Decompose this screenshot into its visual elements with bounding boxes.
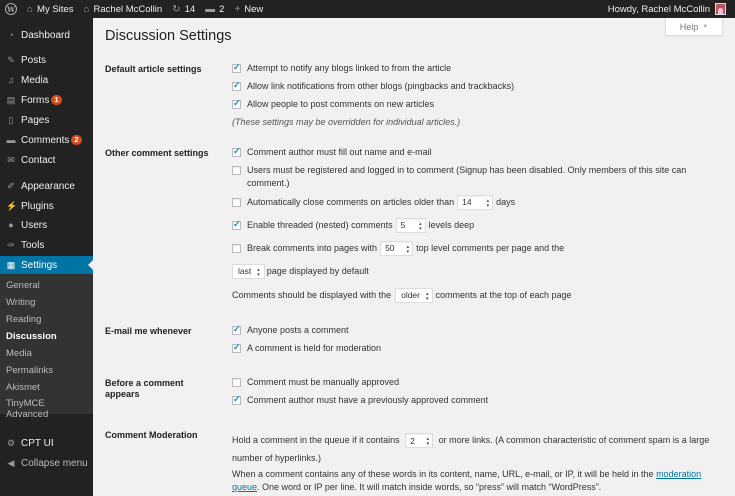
notify-blogs-checkbox[interactable] <box>232 64 241 73</box>
auto-close-row <box>232 195 727 210</box>
comment-order-after-label: comments at the top of each page <box>435 290 572 300</box>
hold-links-label: Hold a comment in the queue if it contains <box>232 435 400 445</box>
site-name-label: Rachel McCollin <box>93 3 163 15</box>
anyone-posts-row <box>232 324 727 337</box>
close-days-input[interactable]: 14 ▲ ▼ <box>457 195 493 210</box>
sidebar-item-media[interactable] <box>0 71 93 89</box>
wrench-icon: ✑ <box>7 239 15 250</box>
sidebar-item-comments[interactable] <box>0 131 93 149</box>
forms-badge: 1 <box>51 95 61 105</box>
sidebar-item-posts[interactable] <box>0 51 93 69</box>
site-name-menu[interactable] <box>78 0 167 18</box>
default-article-settings-label: Default article settings <box>105 64 202 74</box>
submenu-media[interactable]: Media <box>6 348 32 359</box>
comment-order-label: Comments should be displayed with the <box>232 290 392 300</box>
sidebar-item-users[interactable] <box>0 216 93 234</box>
hold-links-after-label: or more links. (A common characteristic of comment spam is a large number of hyperlinks.) <box>232 435 710 463</box>
sidebar-item-label: CPT UI <box>21 437 54 449</box>
before-comment-label: Before a comment appears <box>105 378 184 399</box>
link-notifications-row <box>232 80 727 93</box>
sidebar-item-label: Forms <box>21 94 50 106</box>
fill-name-email-checkbox[interactable] <box>232 148 241 157</box>
spinner-icon: ▲ ▼ <box>418 220 423 231</box>
manually-approved-label: Comment must be manually approved <box>247 377 400 387</box>
anyone-posts-checkbox[interactable] <box>232 326 241 335</box>
per-page-label: top level comments per page and the <box>416 243 565 253</box>
forms-icon: ▤ <box>6 94 16 105</box>
comments-badge: 2 <box>71 135 81 145</box>
break-pages-checkbox[interactable] <box>232 244 241 253</box>
registered-label: Users must be registered and logged in to comment (Signup has been disabled. Only members of this site can comment.) <box>247 165 687 188</box>
sidebar-item-tools[interactable] <box>0 236 93 254</box>
submenu-permalinks[interactable]: Permalinks <box>6 365 53 376</box>
moderation-words-row <box>232 468 727 494</box>
moderation-words-after-label: . One word or IP per line. It will match inside words, so “press” will match “WordPress”. <box>257 482 602 492</box>
comment-order-select[interactable]: older ▲ ▼ <box>395 288 433 303</box>
registered-row <box>232 164 727 190</box>
held-moderation-checkbox[interactable] <box>232 344 241 353</box>
sidebar-item-label: Plugins <box>21 200 54 212</box>
comments-count: 2 <box>219 3 225 15</box>
sidebar-item-label: Dashboard <box>21 29 70 41</box>
default-page-label: page displayed by default <box>266 266 369 276</box>
howdy-label: Howdy, Rachel McCollin <box>607 3 710 15</box>
submenu-akismet[interactable]: Akismet <box>6 382 40 393</box>
hold-links-row <box>232 431 727 467</box>
media-icon: ♫ <box>7 75 15 85</box>
sidebar-item-settings[interactable] <box>0 256 93 274</box>
wordpress-logo-button[interactable] <box>0 0 22 18</box>
sidebar-item-forms[interactable] <box>0 91 93 109</box>
default-page-row <box>232 264 727 279</box>
pages-icon: ▯ <box>8 114 14 125</box>
avatar <box>715 3 726 15</box>
threaded-label: Enable threaded (nested) comments <box>247 220 393 230</box>
sidebar-item-plugins[interactable] <box>0 197 93 215</box>
updates-menu[interactable] <box>167 0 200 18</box>
sidebar-item-label: Settings <box>21 259 58 271</box>
spinner-icon: ▲ ▼ <box>405 243 411 254</box>
allow-comments-label: Allow people to post comments on new articles <box>247 99 435 109</box>
my-sites-menu[interactable] <box>22 0 78 18</box>
collapse-menu-button[interactable] <box>0 454 93 472</box>
comment-icon: ▬ <box>6 135 16 145</box>
dashboard-icon: ◔ <box>8 30 14 40</box>
settings-icon: ▦ <box>6 259 16 270</box>
fill-name-email-label: Comment author must fill out name and e-mail <box>247 147 432 157</box>
sidebar-item-label: Pages <box>21 114 50 126</box>
days-label: days <box>496 197 516 207</box>
chevron-down-icon: ▼ <box>702 23 709 30</box>
held-moderation-row <box>232 342 727 355</box>
my-sites-label: My Sites <box>37 3 74 15</box>
link-notifications-checkbox[interactable] <box>232 82 241 91</box>
sidebar-item-label: Tools <box>21 239 45 251</box>
notify-blogs-label: Attempt to notify any blogs linked to from the article <box>247 63 452 73</box>
submenu-general[interactable]: General <box>6 280 40 291</box>
main-content <box>93 18 735 496</box>
comment-moderation-label: Comment Moderation <box>105 430 198 440</box>
settings-submenu <box>0 274 93 420</box>
sidebar-item-label: Contact <box>21 154 56 166</box>
account-menu[interactable] <box>603 0 731 18</box>
sidebar-item-appearance[interactable] <box>0 177 93 195</box>
fill-name-email-row <box>232 146 727 159</box>
wordpress-icon: W <box>5 3 17 15</box>
manually-approved-checkbox[interactable] <box>232 378 241 387</box>
submenu-reading[interactable]: Reading <box>6 314 42 325</box>
override-note: (These settings may be overridden for individual articles.) <box>232 117 461 127</box>
break-pages-label: Break comments into pages with <box>247 243 378 253</box>
allow-comments-checkbox[interactable] <box>232 100 241 109</box>
sidebar-item-label: Media <box>21 74 49 86</box>
page-title: Discussion Settings <box>105 28 232 44</box>
threaded-row <box>232 218 727 233</box>
notify-blogs-row <box>232 62 727 75</box>
link-notifications-label: Allow link notifications from other blogs (pingbacks and trackbacks) <box>247 81 515 91</box>
previously-approved-row <box>232 394 727 407</box>
previously-approved-label: Comment author must have a previously approved comment <box>247 395 489 405</box>
held-moderation-label: A comment is held for moderation <box>247 343 382 353</box>
previously-approved-checkbox[interactable] <box>232 396 241 405</box>
plug-icon: ⚡ <box>6 200 18 211</box>
updates-icon: ↻ <box>172 3 181 15</box>
break-pages-row <box>232 241 727 256</box>
submenu-writing[interactable]: Writing <box>6 297 36 308</box>
auto-close-checkbox[interactable] <box>232 198 241 207</box>
gear-icon: ⚙ <box>6 437 16 448</box>
sidebar-item-label: Comments <box>21 134 70 146</box>
spinner-icon: ▲ ▼ <box>425 435 431 446</box>
sidebar-item-pages[interactable] <box>0 111 93 129</box>
brush-icon: ✐ <box>7 180 15 191</box>
sidebar-item-label: Posts <box>21 54 47 66</box>
home-icon: ⌂ <box>83 3 90 15</box>
threaded-checkbox[interactable] <box>232 221 241 230</box>
submenu-discussion[interactable]: Discussion <box>6 331 57 342</box>
admin-sidebar <box>0 18 93 496</box>
help-tab-button[interactable] <box>665 18 723 36</box>
moderation-queue-link[interactable]: moderation queue <box>232 469 702 492</box>
user-icon: ● <box>8 220 14 230</box>
admin-bar <box>0 0 735 18</box>
updates-count: 14 <box>184 3 196 15</box>
comments-per-page-input[interactable]: 50 ▲ ▼ <box>380 241 413 256</box>
sidebar-item-cpt-ui[interactable] <box>0 434 93 452</box>
auto-close-label: Automatically close comments on articles older than <box>247 197 455 207</box>
sidebar-item-dashboard[interactable] <box>0 26 93 44</box>
email-me-label: E-mail me whenever <box>105 326 192 336</box>
sidebar-item-label: Users <box>21 219 48 231</box>
collapse-icon: ◀ <box>7 457 15 468</box>
mail-icon: ✉ <box>7 154 15 165</box>
registered-checkbox[interactable] <box>232 166 241 175</box>
comment-icon: ▬ <box>205 3 216 15</box>
thread-depth-select[interactable]: 5 ▲ ▼ <box>396 218 426 233</box>
select-arrows-icon: ▲ ▼ <box>425 290 430 301</box>
pin-icon: ✎ <box>7 54 15 65</box>
sites-icon: ⌂ <box>27 3 34 15</box>
spinner-icon: ▲ ▼ <box>485 197 491 208</box>
sidebar-item-label: Appearance <box>21 180 75 192</box>
sidebar-item-contact[interactable] <box>0 151 93 169</box>
comments-menu[interactable] <box>200 0 229 18</box>
default-page-select[interactable]: last ▲ ▼ <box>232 264 265 279</box>
submenu-tinymce[interactable]: TinyMCE Advanced <box>6 398 49 420</box>
select-arrows-icon: ▲ ▼ <box>256 266 261 277</box>
anyone-posts-label: Anyone posts a comment <box>247 325 349 335</box>
manually-approved-row <box>232 376 727 389</box>
new-content-menu[interactable] <box>229 0 268 18</box>
max-links-input[interactable]: 2 ▲ ▼ <box>405 433 433 448</box>
moderation-words-label: When a comment contains any of these words in its content, name, URL, e-mail, or IP, it will be held in the <box>232 469 654 479</box>
allow-comments-row <box>232 98 727 111</box>
comment-order-row <box>232 288 727 303</box>
levels-deep-label: levels deep <box>428 220 475 230</box>
new-label: New <box>244 3 264 15</box>
collapse-label: Collapse menu <box>21 457 88 469</box>
plus-icon: + <box>234 3 241 15</box>
other-comment-settings-label: Other comment settings <box>105 148 209 158</box>
help-label: Help <box>679 21 699 32</box>
